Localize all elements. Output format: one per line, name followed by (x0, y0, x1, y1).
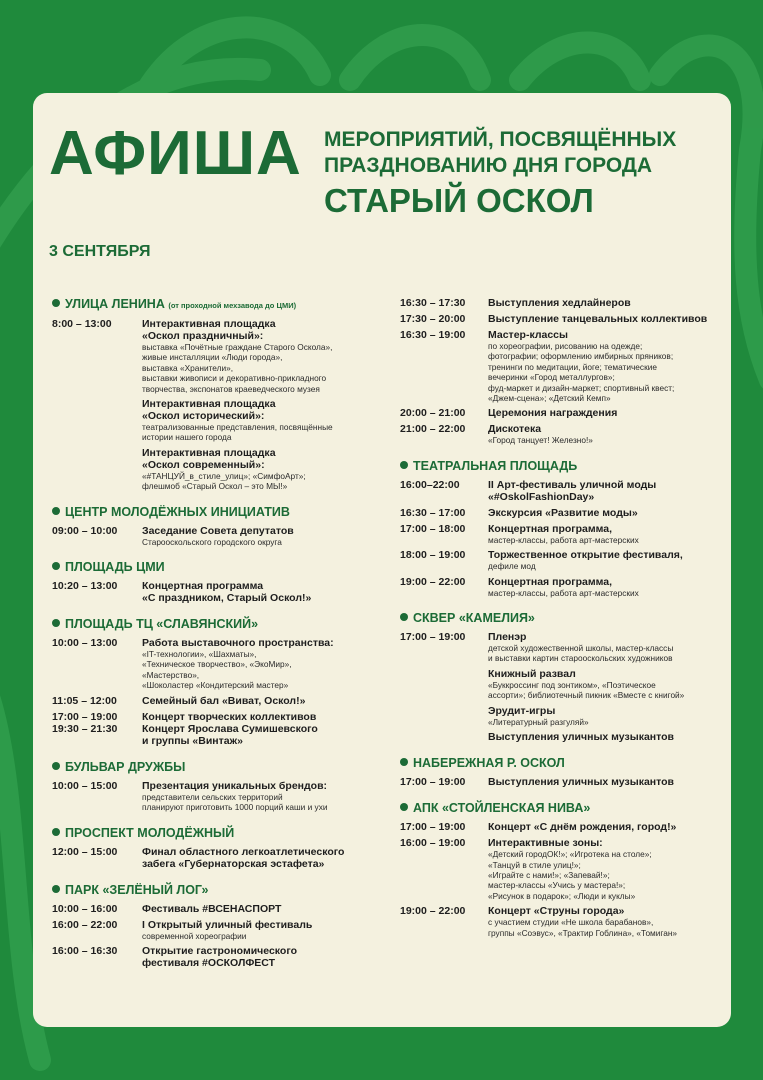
event-time: 16:00 – 19:00 (400, 837, 466, 850)
event-title: Семейный бал «Виват, Оскол!» (142, 694, 306, 707)
event-row (52, 919, 387, 941)
event-time: 10:00 – 15:00 (52, 779, 118, 792)
venue-heading (400, 756, 720, 771)
event-row (52, 318, 387, 394)
event-title: Открытие гастрономического фестиваля #ОСКОЛФЕСТ (142, 944, 297, 969)
event-title: Церемония награждения (488, 407, 618, 420)
event-title: Мастер-классы (488, 329, 568, 341)
event-row (52, 580, 387, 604)
left-column (52, 297, 387, 982)
event-row (400, 423, 720, 445)
event-body (142, 780, 387, 813)
event-body (142, 525, 387, 547)
event-body (488, 705, 720, 727)
event-title: Работа выставочного пространства: (142, 637, 334, 650)
venue-heading (52, 826, 387, 841)
bullet-dot-icon (400, 613, 408, 621)
event-title: Презентация уникальных брендов: (142, 779, 328, 792)
event-time: 17:00 – 18:00 (400, 522, 466, 535)
event-body (488, 837, 720, 901)
venue-heading (400, 459, 720, 474)
bullet-dot-icon (52, 299, 60, 307)
event-title: Концертная программа, (488, 575, 613, 588)
bullet-dot-icon (400, 803, 408, 811)
event-body (488, 731, 720, 743)
event-row (400, 905, 720, 938)
event-time: 11:05 – 12:00 (52, 694, 117, 707)
event-title: Заседание Совета депутатов (142, 524, 294, 537)
event-row (52, 903, 387, 915)
event-body (142, 903, 387, 915)
bullet-dot-icon (400, 461, 408, 469)
venue-section (52, 560, 387, 604)
event-title: Выступление танцевальных коллективов (488, 313, 708, 325)
bullet-dot-icon (52, 619, 60, 627)
venue-name: ЦЕНТР МОЛОДЁЖНЫХ ИНИЦИАТИВ (65, 504, 290, 519)
event-title: Выступления уличных музыкантов (488, 731, 675, 744)
event-title: Эрудит-игры (488, 704, 556, 717)
right-intro-section (400, 297, 720, 446)
bullet-dot-icon (52, 562, 60, 570)
venue-note: (от проходной мехзавода до ЦМИ) (168, 301, 297, 310)
venue-section (52, 760, 387, 813)
venue-name: АПК «СТОЙЛЕНСКАЯ НИВА» (413, 801, 591, 816)
event-body (488, 297, 720, 309)
event-row (52, 695, 387, 707)
event-title: Интерактивная площадка «Оскол современный»: (142, 446, 276, 471)
event-row (400, 668, 720, 701)
event-time: 17:00 – 19:00 (400, 631, 466, 644)
poster-subtitle (324, 127, 676, 179)
event-time: 09:00 – 10:00 (52, 524, 118, 537)
event-row (400, 576, 720, 598)
event-row (52, 780, 387, 813)
event-title: Концерт «С днём рождения, город!» (488, 821, 677, 834)
bullet-dot-icon (52, 828, 60, 836)
event-row (400, 776, 720, 788)
event-body (488, 549, 720, 571)
event-row (52, 525, 387, 547)
event-body (488, 668, 720, 701)
event-description: «Буккроссинг под зонтиком», «Поэтическое ассорти»; библиотечный пикник «Вместе с книгой» (488, 679, 685, 701)
event-title: Финал областного легкоатлетического забега «Губернаторская эстафета» (142, 845, 345, 870)
event-row (52, 945, 387, 969)
event-time: 10:00 – 13:00 (52, 637, 118, 650)
venue-section (52, 826, 387, 870)
event-time (400, 705, 488, 727)
bullet-dot-icon (400, 758, 408, 766)
event-time: 8:00 – 13:00 (52, 318, 112, 330)
event-time (52, 447, 142, 492)
event-row (400, 821, 720, 833)
event-title: Выступления хедлайнеров (488, 297, 631, 309)
venue-section (400, 801, 720, 938)
event-body (488, 423, 720, 445)
event-time: 16:30 – 17:30 (400, 297, 466, 309)
event-time: 19:00 – 22:00 (400, 905, 466, 918)
event-body (488, 507, 720, 519)
venue-name: ПЛОЩАДЬ ЦМИ (65, 560, 165, 575)
event-title: Пленэр (488, 631, 527, 644)
event-time: 10:00 – 16:00 (52, 902, 118, 915)
event-title: Выступления уличных музыкантов (488, 776, 675, 789)
event-title: Концерт творческих коллективов Концерт Ярослава Сумишевского и группы «Винтаж» (142, 710, 318, 747)
event-body (488, 407, 720, 419)
event-time: 17:00 – 19:00 19:30 – 21:30 (52, 710, 118, 735)
venue-section (52, 297, 387, 492)
venue-name: ПЛОЩАДЬ ТЦ «СЛАВЯНСКИЙ» (65, 617, 259, 632)
event-body (142, 580, 387, 604)
event-time: 17:00 – 19:00 (400, 776, 466, 789)
event-title: II Арт-фестиваль уличной моды «#OskolFashionDay» (488, 478, 657, 503)
event-description: «Детский городОК!»; «Игротека на столе»; «Танцуй в стиле улиц!»; «Играйте с нами!»; «Запевай!»; мастер-классы «Учись у мастера!»; «Рисунок в подарок»; «Люди и куклы» (488, 849, 652, 901)
venue-name: ПАРК «ЗЕЛЁНЫЙ ЛОГ» (65, 882, 209, 897)
event-description: театрализованные представления, посвящённые истории нашего города (142, 422, 333, 443)
subtitle-line-1: МЕРОПРИЯТИЙ, ПОСВЯЩЁННЫХ (324, 128, 677, 151)
venue-heading (52, 297, 387, 313)
event-time (52, 398, 142, 443)
event-time: 16:30 – 17:00 (400, 506, 466, 519)
event-time: 16:30 – 19:00 (400, 329, 466, 341)
event-title: Интерактивная площадка «Оскол праздничный»: (142, 318, 276, 342)
venue-heading (52, 617, 387, 632)
event-row (52, 711, 387, 747)
event-time: 12:00 – 15:00 (52, 845, 118, 858)
event-body (488, 576, 720, 598)
event-row (400, 407, 720, 419)
event-row (400, 549, 720, 571)
event-body (488, 821, 720, 833)
event-row (52, 637, 387, 691)
venue-name: СКВЕР «КАМЕЛИЯ» (413, 611, 535, 626)
event-body (142, 695, 387, 707)
event-description: мастер-классы, работа арт-мастерских (488, 534, 639, 545)
event-title: Концертная программа, (488, 522, 613, 535)
event-title: Концертная программа «С праздником, Старый Оскол!» (142, 580, 312, 605)
event-title: I Открытый уличный фестиваль (142, 918, 313, 931)
event-row (400, 479, 720, 503)
event-time: 19:00 – 22:00 (400, 575, 466, 588)
event-row (400, 297, 720, 309)
event-description: «Литературный разгуляй» (488, 716, 589, 727)
event-time: 16:00 – 22:00 (52, 918, 118, 931)
city-name: СТАРЫЙ ОСКОЛ (324, 182, 594, 219)
event-body (488, 631, 720, 664)
event-description: мастер-классы, работа арт-мастерских (488, 587, 639, 598)
venue-section (400, 459, 720, 598)
event-description: с участием студии «Не школа барабанов», группы «Соэвус», «Трактир Гоблина», «Томиган» (488, 917, 678, 938)
event-title: Интерактивная площадка «Оскол исторический»: (142, 398, 276, 423)
event-body (142, 637, 387, 691)
event-row (400, 313, 720, 325)
venue-heading (52, 505, 387, 520)
event-title: Концерт «Струны города» (488, 905, 625, 918)
event-time (400, 731, 488, 743)
venue-name: ТЕАТРАЛЬНАЯ ПЛОЩАДЬ (413, 458, 578, 473)
bullet-dot-icon (52, 885, 60, 893)
event-title: Торжественное открытие фестиваля, (488, 549, 683, 562)
event-time: 21:00 – 22:00 (400, 423, 466, 436)
event-description: «#ТАНЦУЙ_в_стиле_улиц»; «СимфоАрт»; флешмоб «Старый Оскол – это МЫ!» (142, 470, 306, 492)
event-description: по хореографии, рисованию на одежде; фотографии; оформлению имбирных пряников; тренинги по медитации, йоге; тематические вечеринки «Город металлургов»; фуд-маркет и дизайн-маркет; спортивный квест; «Джем-сцена»; «Детский Кемп» (488, 341, 675, 404)
venue-heading (400, 611, 720, 626)
event-row (52, 846, 387, 870)
event-body (142, 318, 387, 394)
right-column (400, 297, 720, 951)
event-description: Старооскольского городского округа (142, 536, 282, 547)
venue-section (400, 611, 720, 743)
event-row (400, 837, 720, 901)
bullet-dot-icon (52, 507, 60, 515)
venue-name: ПРОСПЕКТ МОЛОДЁЖНЫЙ (65, 825, 235, 840)
event-time: 16:00–22:00 (400, 478, 460, 491)
event-description: представители сельских территорий планируют приготовить 1000 порций каши и ухи (142, 791, 328, 813)
event-title: Дискотека (488, 423, 542, 436)
event-row (400, 631, 720, 664)
event-title: Интерактивные зоны: (488, 837, 603, 850)
event-body (488, 313, 720, 325)
event-body (488, 905, 720, 938)
event-body (142, 919, 387, 941)
event-row (400, 507, 720, 519)
venue-name: БУЛЬВАР ДРУЖБЫ (65, 759, 186, 774)
event-description: дефиле мод (488, 561, 536, 572)
event-description: детской художественной школы, мастер-классы и выставки картин старооскольских художников (488, 643, 674, 664)
venue-heading (52, 760, 387, 775)
event-body (488, 479, 720, 503)
event-time: 16:00 – 16:30 (52, 944, 118, 957)
venue-name: НАБЕРЕЖНАЯ Р. ОСКОЛ (413, 756, 565, 771)
event-body (142, 945, 387, 969)
event-description: «IT-технологии», «Шахматы», «Техническое творчество», «ЭкоМир», «Мастерство», «Шоколастер «Кондитерский мастер» (142, 649, 292, 691)
event-time: 17:30 – 20:00 (400, 313, 466, 325)
event-body (488, 329, 720, 403)
poster-card (33, 93, 731, 1027)
event-time: 10:20 – 13:00 (52, 580, 118, 593)
event-time: 20:00 – 21:00 (400, 407, 466, 420)
event-time: 17:00 – 19:00 (400, 821, 466, 834)
event-row (400, 705, 720, 727)
event-time: 18:00 – 19:00 (400, 549, 466, 562)
event-date: 3 СЕНТЯБРЯ (49, 243, 151, 260)
event-title: Фестиваль #ВСЕНАСПОРТ (142, 902, 282, 915)
poster-title: АФИША (49, 119, 302, 188)
event-description: современной хореографии (142, 930, 247, 941)
venue-section (52, 883, 387, 969)
event-title: Экскурсия «Развитие моды» (488, 506, 638, 519)
event-row (400, 523, 720, 545)
event-body (142, 711, 387, 747)
event-row (400, 731, 720, 743)
venue-section (52, 617, 387, 747)
bullet-dot-icon (52, 762, 60, 770)
venue-section (52, 505, 387, 547)
venue-heading (52, 560, 387, 575)
event-body (488, 776, 720, 788)
venue-name: УЛИЦА ЛЕНИНА (65, 297, 165, 311)
event-time (400, 668, 488, 701)
event-row (400, 329, 720, 403)
event-body (142, 447, 387, 492)
subtitle-line-2: ПРАЗДНОВАНИЮ ДНЯ ГОРОДА (324, 154, 653, 177)
venue-heading (52, 883, 387, 898)
event-row (52, 398, 387, 443)
event-body (488, 523, 720, 545)
venue-heading (400, 801, 720, 816)
event-body (142, 846, 387, 870)
event-body (142, 398, 387, 443)
event-row (52, 447, 387, 492)
venue-section (400, 756, 720, 788)
event-title: Книжный развал (488, 667, 576, 680)
event-description: «Город танцует! Железно!» (488, 435, 593, 446)
right-sections (400, 459, 720, 938)
event-description: выставка «Почётные граждане Старого Оскола», живые инсталляции «Люди города», выставка «Хранители», выставки живописи и декоративно-прикладного творчества, экспонатов краеведческого музея (142, 342, 333, 394)
